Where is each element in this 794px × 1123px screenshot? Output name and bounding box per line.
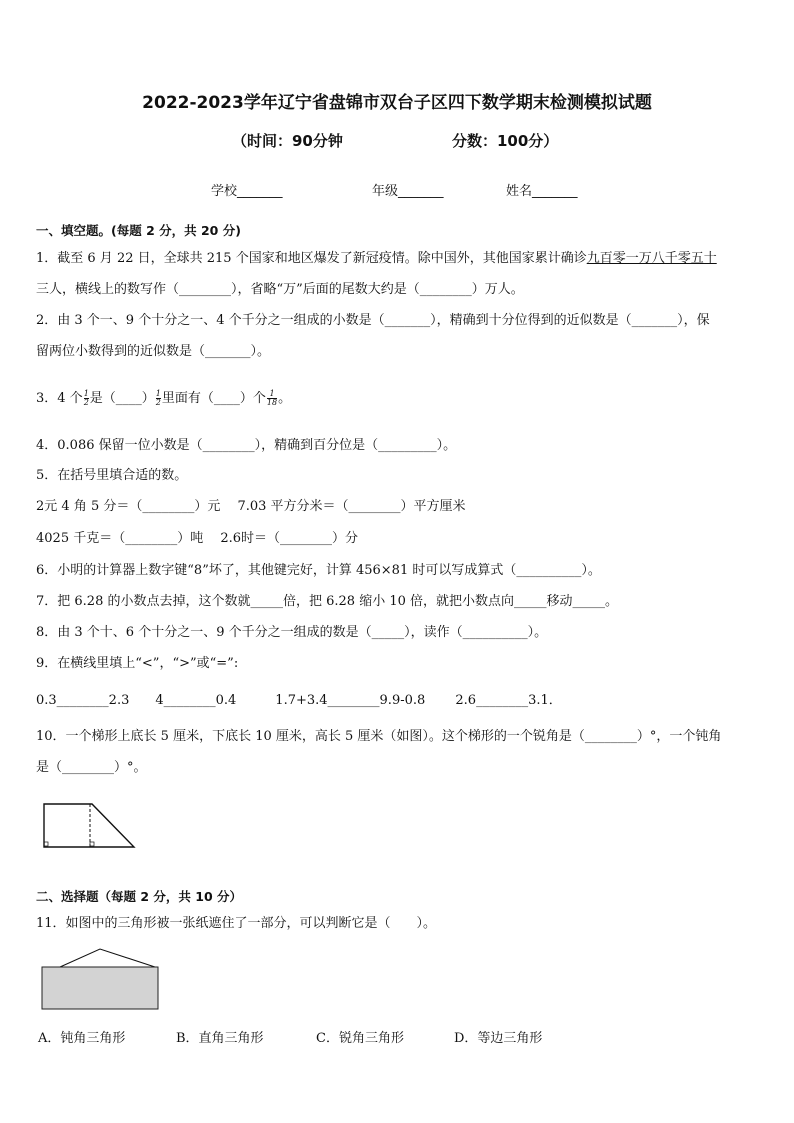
question-9-comparisons: 0.3________2.3 4________0.4 1.7+3.4________9.9-0.8 2.6________3.1． (36, 693, 562, 708)
trapezoid-figure (40, 800, 140, 852)
option-d[interactable]: D．等边三角形 (454, 1031, 543, 1046)
section-1-heading: 一、填空题。(每题 2 分，共 20 分) (36, 223, 241, 238)
option-c[interactable]: C．锐角三角形 (316, 1031, 404, 1046)
covered-triangle-figure (40, 945, 165, 1015)
q1-text: 1．截至 6 月 22 日，全球共 215 个国家和地区爆发了新冠疫情。除中国外，其他国家累计确诊 (36, 251, 587, 266)
section-2-heading: 二、选择题（每题 2 分，共 10 分） (36, 889, 243, 904)
option-b[interactable]: B．直角三角形 (176, 1031, 264, 1046)
question-2-line-1: 2．由 3 个一、9 个十分之一、4 个千分之一组成的小数是（_______），精确到十分位得到的近似数是（_______），保 (36, 313, 710, 328)
q3-text-a: 3．4 个 (36, 391, 83, 406)
option-a[interactable]: A．钝角三角形 (38, 1031, 126, 1046)
question-11: 11．如图中的三角形被一张纸遮住了一部分，可以判断它是（ ）。 (36, 916, 437, 931)
time-limit: （时间：90分钟 (232, 132, 343, 150)
fraction-2: $\frac{1}{2}$ (155, 389, 161, 407)
name-field: 姓名_______ (506, 184, 578, 199)
question-7: 7．把 6.28 的小数点去掉，这个数就_____倍，把 6.28 缩小 10 倍，就把小数点向_____移动_____。 (36, 594, 618, 609)
question-5: 5．在括号里填合适的数。 (36, 468, 188, 483)
question-8: 8．由 3 个十、6 个十分之一、9 个千分之一组成的数是（_____），读作（__________）。 (36, 625, 548, 640)
page-title: 2022-2023学年辽宁省盘锦市双台子区四下数学期末检测模拟试题 (142, 93, 652, 113)
question-5-line-1: 2元 4 角 5 分＝（________）元 7.03 平方分米＝（________）平方厘米 (36, 499, 466, 514)
q3-text-c: 里面有（____）个 (161, 391, 266, 406)
question-10-line-2: 是（________）°。 (36, 760, 147, 775)
question-1-line-1 (36, 250, 717, 268)
question-10-line-1: 10．一个梯形上底长 5 厘米，下底长 10 厘米，高长 5 厘米（如图）。这个梯形的一个锐角是（________）°，一个钝角 (36, 729, 722, 744)
q3-text-b: 是（____） (89, 391, 155, 406)
fraction-1: $\frac{1}{2}$ (83, 389, 89, 407)
q3-text-d: 。 (278, 391, 292, 406)
q1-underlined-number: 九百零一万八千零五十 (586, 251, 717, 266)
fraction-3: $\frac{1}{18}$ (266, 389, 278, 407)
question-2-line-2: 留两位小数得到的近似数是（_______）。 (36, 344, 271, 359)
total-score: 分数：100分） (452, 132, 559, 150)
question-6: 6．小明的计算器上数字键“8”坏了，其他键完好，计算 456×81 时可以写成算式（__________）。 (36, 563, 601, 578)
grade-field: 年级_______ (372, 184, 444, 199)
school-field: 学校_______ (211, 184, 283, 199)
question-5-line-2: 4025 千克＝（________）吨 2.6时＝（________）分 (36, 531, 359, 546)
question-1-line-2: 三人，横线上的数写作（________），省略“万”后面的尾数大约是（________）万人。 (36, 282, 524, 297)
question-3 (36, 390, 291, 408)
question-9: 9．在横线里填上“<”，“>”或“=”: (36, 656, 239, 671)
question-4: 4．0.086 保留一位小数是（________），精确到百分位是（_________）。 (36, 438, 457, 453)
